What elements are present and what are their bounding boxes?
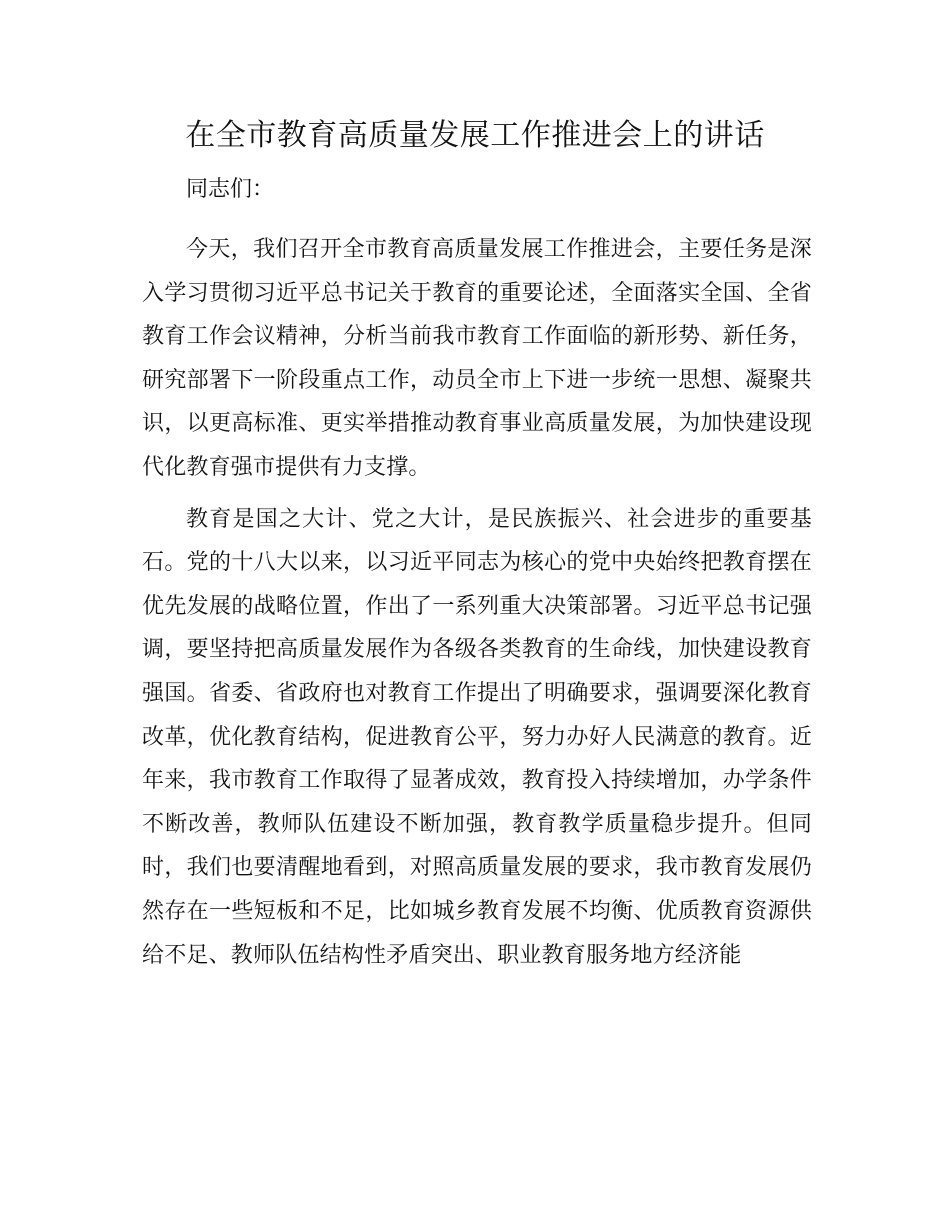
document-body	[142, 168, 812, 977]
paragraph-1: 今天，我们召开全市教育高质量发展工作推进会，主要任务是深入学习贯彻习近平总书记关于教育的重要论述，全面落实全国、全省教育工作会议精神，分析当前我市教育工作面临的新形势、新任务，研究部署下一阶段重点工作，动员全市上下进一步统一思想、凝聚共识，以更高标准、更实举措推动教育事业高质量发展，为加快建设现代化教育强市提供有力支撑。	[142, 237, 812, 480]
document-title: 在全市教育高质量发展工作推进会上的讲话	[185, 118, 765, 153]
salutation: 同志们：	[186, 177, 275, 202]
paragraph-2: 教育是国之大计、党之大计，是民族振兴、社会进步的重要基石。党的十八大以来，以习近平同志为核心的党中央始终把教育摆在优先发展的战略位置，作出了一系列重大决策部署。习近平总书记强调，要坚持把高质量发展作为各级各类教育的生命线，加快建设教育强国。省委、省政府也对教育工作提出了明确要求，强调要深化教育改革，优化教育结构，促进教育公平，努力办好人民满意的教育。近年来，我市教育工作取得了显著成效，教育投入持续增加，办学条件不断改善，教师队伍建设不断加强，教育教学质量稳步提升。但同时，我们也要清醒地看到，对照高质量发展的要求，我市教育发展仍然存在一些短板和不足，比如城乡教育发展不均衡、优质教育资源供给不足、教师队伍结构性矛盾突出、职业教育服务地方经济能	[142, 506, 812, 968]
